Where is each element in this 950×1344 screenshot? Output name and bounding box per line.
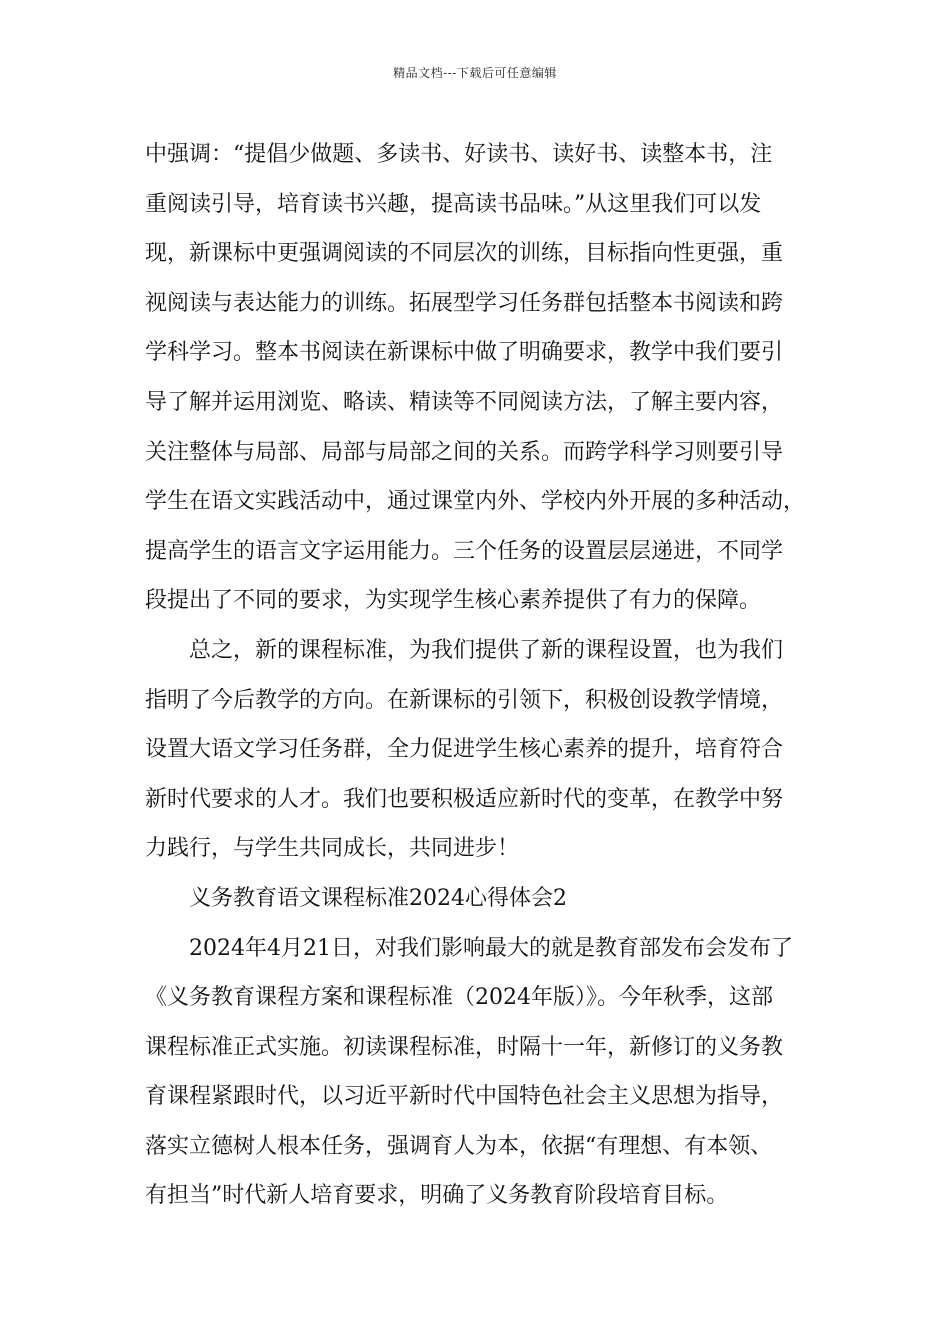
text-line: 落实立德树人根本任务，强调育人为本，依据“有理想、有本领、 xyxy=(145,1133,773,1159)
paragraph-start-line: 2024年4月21日，对我们影响最大的就是教育部发布会发布了 xyxy=(189,935,793,961)
document-body xyxy=(145,130,835,1221)
text-line: 课程标准正式实施。初读课程标准，时隔十一年，新修订的义务教 xyxy=(145,1034,784,1060)
text-line: 有担当”时代新人培育要求，明确了义务教育阶段培育目标。 xyxy=(145,1183,729,1209)
text-line: 提高学生的语言文字运用能力。三个任务的设置层层递进，不同学 xyxy=(145,538,784,564)
text-line: 现，新课标中更强调阅读的不同层次的训练，目标指向性更强，重 xyxy=(145,241,784,267)
paragraph-start-line: 总之，新的课程标准，为我们提供了新的课程设置，也为我们 xyxy=(189,637,784,663)
text-line: 新时代要求的人才。我们也要积极适应新时代的变革，在教学中努 xyxy=(145,786,784,812)
text-line: 导了解并运用浏览、略读、精读等不同阅读方法，了解主要内容， xyxy=(145,389,784,415)
text-line: 力践行，与学生共同成长，共同进步！ xyxy=(145,836,520,862)
text-line: 指明了今后教学的方向。在新课标的引领下，积极创设教学情境， xyxy=(145,687,784,713)
text-line: 中强调：“提倡少做题、多读书、好读书、读好书、读整本书，注 xyxy=(145,142,773,167)
text-line: 设置大语文学习任务群，全力促进学生核心素养的提升，培育符合 xyxy=(145,737,784,763)
text-line: 《义务教育课程方案和课程标准（2024年版）》。今年秋季，这部 xyxy=(145,985,773,1011)
page-header: 精品文档---下载后可任意编辑 xyxy=(393,66,557,80)
section-heading: 义务教育语文课程标准2024心得体会2 xyxy=(189,885,567,911)
text-line: 学生在语文实践活动中，通过课堂内外、学校内外开展的多种活动， xyxy=(145,489,806,515)
text-line: 育课程紧跟时代，以习近平新时代中国特色社会主义思想为指导， xyxy=(145,1084,784,1110)
text-line: 段提出了不同的要求，为实现学生核心素养提供了有力的保障。 xyxy=(145,588,762,614)
text-line: 学科学习。整本书阅读在新课标中做了明确要求，教学中我们要引 xyxy=(145,340,784,366)
text-line: 视阅读与表达能力的训练。拓展型学习任务群包括整本书阅读和跨 xyxy=(145,290,784,316)
text-line: 关注整体与局部、局部与局部之间的关系。而跨学科学习则要引导 xyxy=(145,439,784,465)
text-line: 重阅读引导，培育读书兴趣，提高读书品味。”从这里我们可以发 xyxy=(145,191,762,217)
